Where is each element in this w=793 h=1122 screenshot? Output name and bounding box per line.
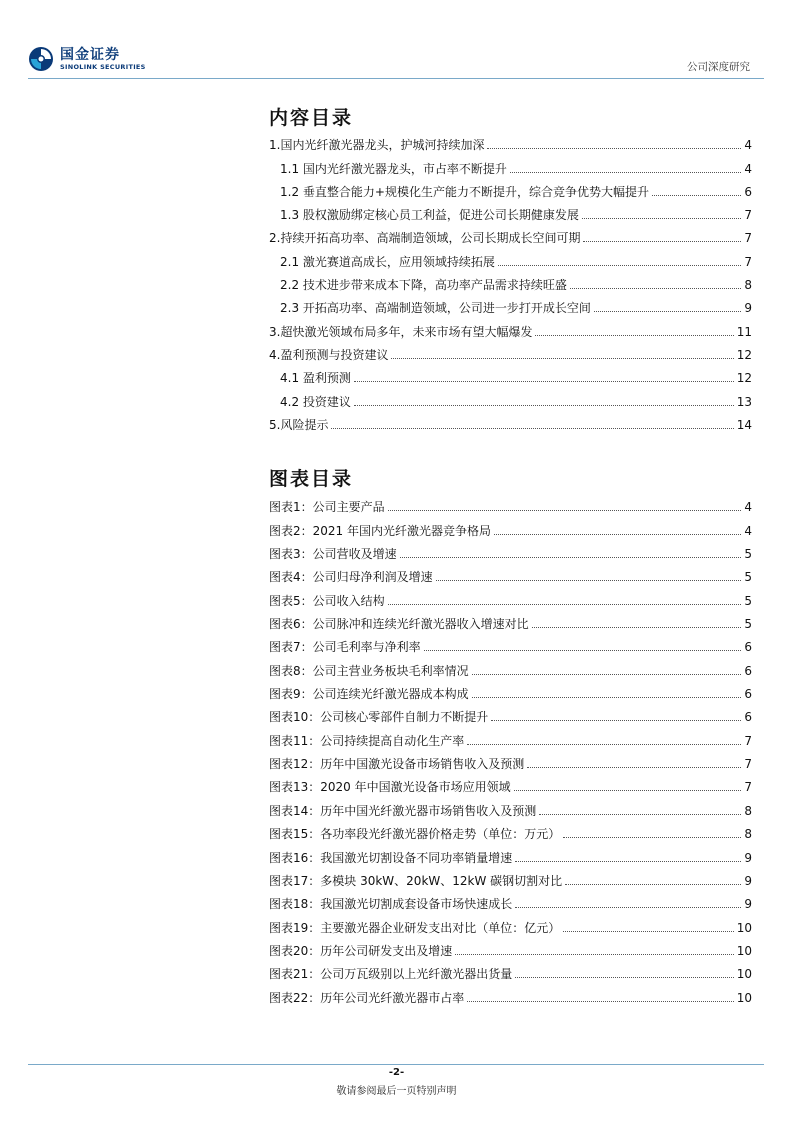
figure-entry[interactable] <box>269 539 752 562</box>
figure-entry[interactable] <box>269 609 752 632</box>
figure-entry[interactable] <box>269 912 752 935</box>
page-number: -2- <box>388 1067 405 1078</box>
dot-leader <box>391 358 733 359</box>
dot-leader <box>424 650 742 651</box>
footer-disclaimer: 敬请参阅最后一页特别声明 <box>336 1086 457 1097</box>
dot-leader <box>515 861 741 862</box>
toc-entry-label: 2.3 开拓高功率、高端制造领域，公司进一步打开成长空间 <box>280 301 591 316</box>
dot-leader <box>467 1001 733 1002</box>
dot-leader <box>467 744 741 745</box>
toc-entry-label: 3.超快激光领域布局多年，未来市场有望大幅爆发 <box>269 324 533 339</box>
dot-leader <box>563 837 741 838</box>
figure-entry[interactable] <box>269 959 752 982</box>
toc-entry-label: 1.3 股权激励绑定核心员工利益，促进公司长期健康发展 <box>280 208 579 223</box>
figure-entry-label: 图表19：主要激光器企业研发支出对比（单位：亿元） <box>269 920 561 935</box>
toc-entry-page: 8 <box>744 278 752 293</box>
dot-leader <box>527 767 741 768</box>
toc-entry-label: 4.盈利预测与投资建议 <box>269 347 389 362</box>
figure-entry-label: 图表6：公司脉冲和连续光纤激光器收入增速对比 <box>269 617 529 632</box>
dot-leader <box>400 557 742 558</box>
toc-entry-label: 1.1 国内光纤激光器龙头，市占率不断提升 <box>280 161 507 176</box>
toc-entry-label: 4.1 盈利预测 <box>280 371 351 386</box>
figure-entry-label: 图表16：我国激光切割设备不同功率销量增速 <box>269 850 513 865</box>
dot-leader <box>582 218 741 219</box>
toc-list <box>269 130 752 433</box>
toc-entry[interactable] <box>269 386 752 409</box>
figure-entry[interactable] <box>269 889 752 912</box>
dot-leader <box>388 510 742 511</box>
figure-entry-page: 10 <box>736 967 752 982</box>
footer-divider <box>28 1064 764 1065</box>
figure-entry[interactable] <box>269 562 752 585</box>
figure-entry-page: 8 <box>744 827 752 842</box>
toc-entry[interactable] <box>269 246 752 269</box>
toc-entry-page: 4 <box>744 161 752 176</box>
figure-entry-label: 图表22：历年公司光纤激光器市占率 <box>269 990 465 1005</box>
figure-entry-label: 图表12：历年中国激光设备市场销售收入及预测 <box>269 757 525 772</box>
company-logo <box>28 42 146 76</box>
dot-leader <box>563 931 733 932</box>
toc-entry-label: 1.2 垂直整合能力+规模化生产能力不断提升，综合竞争优势大幅提升 <box>280 184 649 199</box>
figure-entry-label: 图表2：2021 年国内光纤激光器竞争格局 <box>269 523 491 538</box>
figure-entry-label: 图表17：多模块 30kW、20kW、12kW 碳钢切割对比 <box>269 873 563 888</box>
header-divider <box>28 78 764 79</box>
toc-title: 内容目录 <box>269 107 354 129</box>
toc-entry-page: 7 <box>744 208 752 223</box>
figure-entry-label: 图表10：公司核心零部件自制力不断提升 <box>269 710 489 725</box>
figure-entry-label: 图表1：公司主要产品 <box>269 500 385 515</box>
page-header <box>28 42 764 80</box>
figure-entry-page: 5 <box>744 547 752 562</box>
toc-entry-label: 2.持续开拓高功率、高端制造领域，公司长期成长空间可期 <box>269 231 581 246</box>
figure-entry[interactable] <box>269 585 752 608</box>
figure-entry-label: 图表9：公司连续光纤激光器成本构成 <box>269 687 469 702</box>
toc-entry-page: 14 <box>736 417 752 432</box>
dot-leader <box>535 335 733 336</box>
figure-entry[interactable] <box>269 492 752 515</box>
toc-entry-page: 7 <box>744 254 752 269</box>
figure-entry[interactable] <box>269 772 752 795</box>
figure-entry-page: 9 <box>744 850 752 865</box>
toc-entry-page: 12 <box>736 371 752 386</box>
dot-leader <box>494 534 741 535</box>
figure-entry[interactable] <box>269 632 752 655</box>
figure-entry-label: 图表14：历年中国光纤激光器市场销售收入及预测 <box>269 803 537 818</box>
dot-leader <box>487 148 741 149</box>
figure-entry[interactable] <box>269 725 752 748</box>
figure-entry[interactable] <box>269 749 752 772</box>
toc-entry-page: 11 <box>736 324 752 339</box>
toc-entry[interactable] <box>269 200 752 223</box>
figures-list <box>269 492 752 1006</box>
dot-leader <box>565 884 741 885</box>
figure-entry[interactable] <box>269 515 752 538</box>
dot-leader <box>498 265 741 266</box>
toc-entry-page: 4 <box>744 138 752 153</box>
figure-entry-label: 图表7：公司毛利率与净利率 <box>269 640 421 655</box>
dot-leader <box>472 697 742 698</box>
figure-entry[interactable] <box>269 842 752 865</box>
figure-entry-page: 9 <box>744 897 752 912</box>
toc-entry-page: 13 <box>736 394 752 409</box>
figure-entry-page: 7 <box>744 780 752 795</box>
dot-leader <box>652 195 741 196</box>
dot-leader <box>491 720 741 721</box>
dot-leader <box>455 954 733 955</box>
figure-entry-page: 5 <box>744 570 752 585</box>
toc-entry-label: 2.1 激光赛道高成长，应用领域持续拓展 <box>280 254 495 269</box>
figure-entry-label: 图表20：历年公司研发支出及增速 <box>269 943 453 958</box>
figure-entry-page: 10 <box>736 943 752 958</box>
toc-entry[interactable] <box>269 316 752 339</box>
toc-entry-page: 7 <box>744 231 752 246</box>
toc-entry[interactable] <box>269 293 752 316</box>
figure-entry[interactable] <box>269 982 752 1005</box>
dot-leader <box>515 907 741 908</box>
dot-leader <box>354 381 734 382</box>
figure-entry[interactable] <box>269 819 752 842</box>
figure-entry-page: 6 <box>744 687 752 702</box>
figure-entry-label: 图表3：公司营收及增速 <box>269 547 397 562</box>
dot-leader <box>539 814 741 815</box>
toc-entry[interactable] <box>269 153 752 176</box>
figure-entry-label: 图表11：公司持续提高自动化生产率 <box>269 733 465 748</box>
figure-entry-page: 6 <box>744 640 752 655</box>
dot-leader <box>594 311 741 312</box>
toc-entry[interactable] <box>269 223 752 246</box>
figure-entry-page: 8 <box>744 803 752 818</box>
figure-entry-page: 4 <box>744 523 752 538</box>
figure-entry-label: 图表8：公司主营业务板块毛利率情况 <box>269 663 469 678</box>
dot-leader <box>436 580 742 581</box>
figure-entry-label: 图表5：公司收入结构 <box>269 593 385 608</box>
figure-entry[interactable] <box>269 936 752 959</box>
dot-leader <box>515 977 733 978</box>
logo-cn: 国金证券 <box>60 46 120 63</box>
toc-entry-label: 2.2 技术进步带来成本下降，高功率产品需求持续旺盛 <box>280 278 567 293</box>
figure-entry-page: 6 <box>744 710 752 725</box>
toc-entry[interactable] <box>269 340 752 363</box>
figure-entry-page: 9 <box>744 873 752 888</box>
figure-entry-page: 7 <box>744 733 752 748</box>
figure-entry-label: 图表13：2020 年中国激光设备市场应用领域 <box>269 780 511 795</box>
dot-leader <box>510 172 741 173</box>
toc-entry-page: 9 <box>744 301 752 316</box>
figure-entry[interactable] <box>269 795 752 818</box>
figure-entry-page: 10 <box>736 920 752 935</box>
dot-leader <box>331 428 733 429</box>
figure-entry-label: 图表18：我国激光切割成套设备市场快速成长 <box>269 897 513 912</box>
figure-entry[interactable] <box>269 655 752 678</box>
toc-entry-label: 5.风险提示 <box>269 417 329 432</box>
dot-leader <box>472 674 742 675</box>
figure-entry-page: 4 <box>744 500 752 515</box>
dot-leader <box>570 288 741 289</box>
figure-entry-label: 图表21：公司万瓦级别以上光纤激光器出货量 <box>269 967 513 982</box>
logo-mark-icon <box>28 46 54 72</box>
toc-entry[interactable] <box>269 410 752 433</box>
dot-leader <box>354 405 734 406</box>
logo-en: SINOLINK SECURITIES <box>60 62 146 71</box>
toc-entry-label: 4.2 投资建议 <box>280 394 351 409</box>
toc-entry[interactable] <box>269 270 752 293</box>
figure-entry-page: 7 <box>744 757 752 772</box>
figure-entry-page: 10 <box>736 990 752 1005</box>
figure-entry-page: 6 <box>744 663 752 678</box>
figure-entry[interactable] <box>269 679 752 702</box>
toc-entry[interactable] <box>269 177 752 200</box>
toc-entry[interactable] <box>269 363 752 386</box>
figure-entry[interactable] <box>269 866 752 889</box>
toc-entry-page: 12 <box>736 347 752 362</box>
figure-entry-page: 5 <box>744 617 752 632</box>
figure-entry-label: 图表4：公司归母净利润及增速 <box>269 570 433 585</box>
toc-entry-page: 6 <box>744 184 752 199</box>
dot-leader <box>514 790 742 791</box>
dot-leader <box>388 604 742 605</box>
toc-entry[interactable] <box>269 130 752 153</box>
figure-entry-label: 图表15：各功率段光纤激光器价格走势（单位：万元） <box>269 827 561 842</box>
figure-entry-page: 5 <box>744 593 752 608</box>
dot-leader <box>532 627 742 628</box>
dot-leader <box>583 241 741 242</box>
figure-entry[interactable] <box>269 702 752 725</box>
toc-entry-label: 1.国内光纤激光器龙头，护城河持续加深 <box>269 138 485 153</box>
figures-title: 图表目录 <box>269 468 354 490</box>
report-type: 公司深度研究 <box>687 61 750 73</box>
